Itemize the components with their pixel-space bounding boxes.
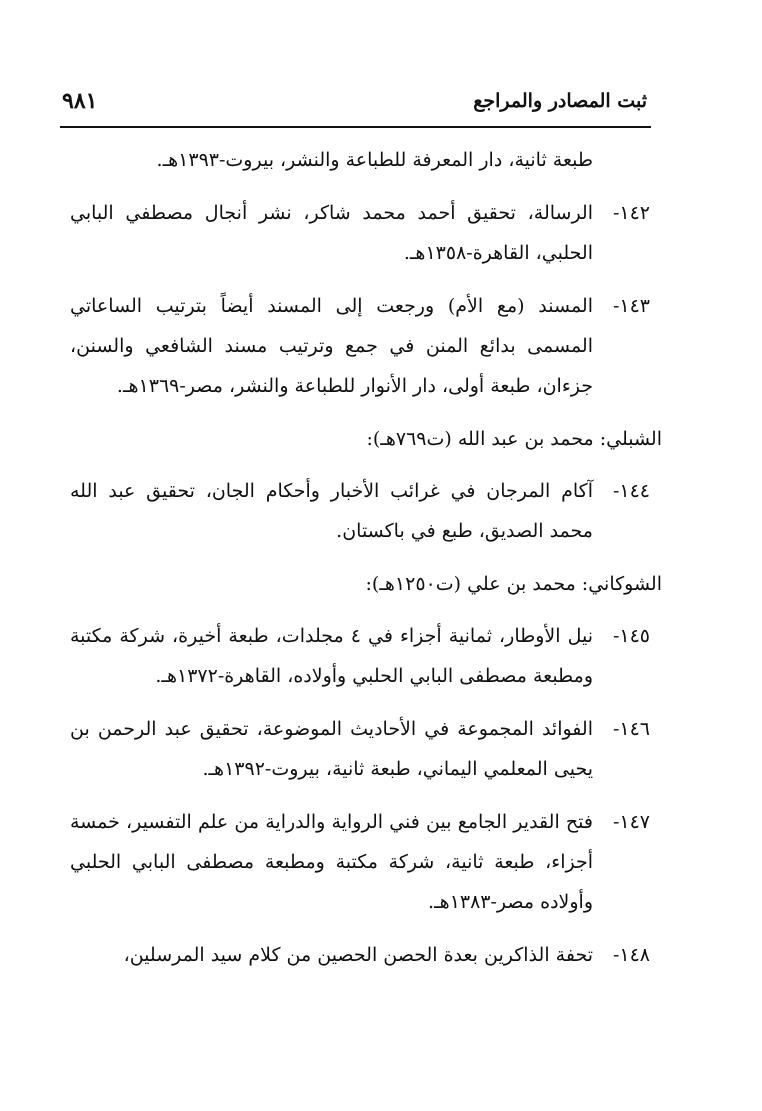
author-heading: الشوكاني: محمد بن علي (ت١٢٥٠هـ): (365, 573, 662, 595)
continuation-entry (70, 140, 650, 180)
page-number: ٩٨١ (62, 88, 98, 114)
entry-number: ١٤٥- (612, 625, 650, 647)
entry-number: ١٤٧- (612, 811, 650, 833)
bibliography-entry (70, 193, 650, 273)
bibliography-entry (70, 616, 650, 696)
entry-number: ١٤٤- (612, 480, 650, 502)
bibliography-entry (70, 935, 650, 975)
header-rule (60, 126, 651, 128)
author-heading: الشبلي: محمد بن عبد الله (ت٧٦٩هـ): (366, 428, 662, 450)
entry-text: فتح القدير الجامع بين فني الرواية والدراية من علم التفسير، خمسة أجزاء، طبعة ثانية، شركة مكتبة ومطبعة مصطفى البابي الحلبي وأولاده مصر-١٣٨٣هـ. (70, 811, 593, 913)
page-header (62, 86, 647, 124)
bibliography-entry (70, 471, 650, 551)
bibliography-entry (70, 286, 650, 406)
entry-text: تحفة الذاكرين بعدة الحصن الحصين من كلام سيد المرسلين، (123, 944, 593, 966)
entry-number: ١٤٢- (612, 202, 650, 224)
entry-number: ١٤٦- (612, 718, 650, 740)
entry-text: المسند (مع الأم) ورجعت إلى المسند أيضاً بترتيب الساعاتي المسمى بدائع المنن في جمع وترتيب مسند الشافعي والسنن، جزءان، طبعة أولى، دار الأنوار للطباعة والنشر، مصر-١٣٦٩هـ. (70, 295, 593, 397)
bibliography-entry (70, 802, 650, 922)
entry-number: ١٤٨- (612, 944, 650, 966)
entry-text: الرسالة، تحقيق أحمد محمد شاكر، نشر أنجال مصطفي البابي الحلبي، القاهرة-١٣٥٨هـ. (70, 202, 593, 264)
entry-text: آكام المرجان في غرائب الأخبار وأحكام الجان، تحقيق عبد الله محمد الصديق، طبع في باكستان. (70, 480, 593, 542)
entry-text: طبعة ثانية، دار المعرفة للطباعة والنشر، بيروت-١٣٩٣هـ. (156, 149, 593, 171)
entry-text: الفوائد المجموعة في الأحاديث الموضوعة، تحقيق عبد الرحمن بن يحيى المعلمي اليماني، طبعة ثانية، بيروت-١٣٩٢هـ. (70, 718, 593, 780)
bibliography-body (70, 140, 662, 988)
entry-text: نيل الأوطار، ثمانية أجزاء في ٤ مجلدات، طبعة أخيرة، شركة مكتبة ومطبعة مصطفى البابي الحلبي وأولاده، القاهرة-١٣٧٢هـ. (70, 625, 593, 687)
entry-number: ١٤٣- (612, 295, 650, 317)
running-title: ثبت المصادر والمراجع (473, 90, 647, 112)
bibliography-entry (70, 709, 650, 789)
